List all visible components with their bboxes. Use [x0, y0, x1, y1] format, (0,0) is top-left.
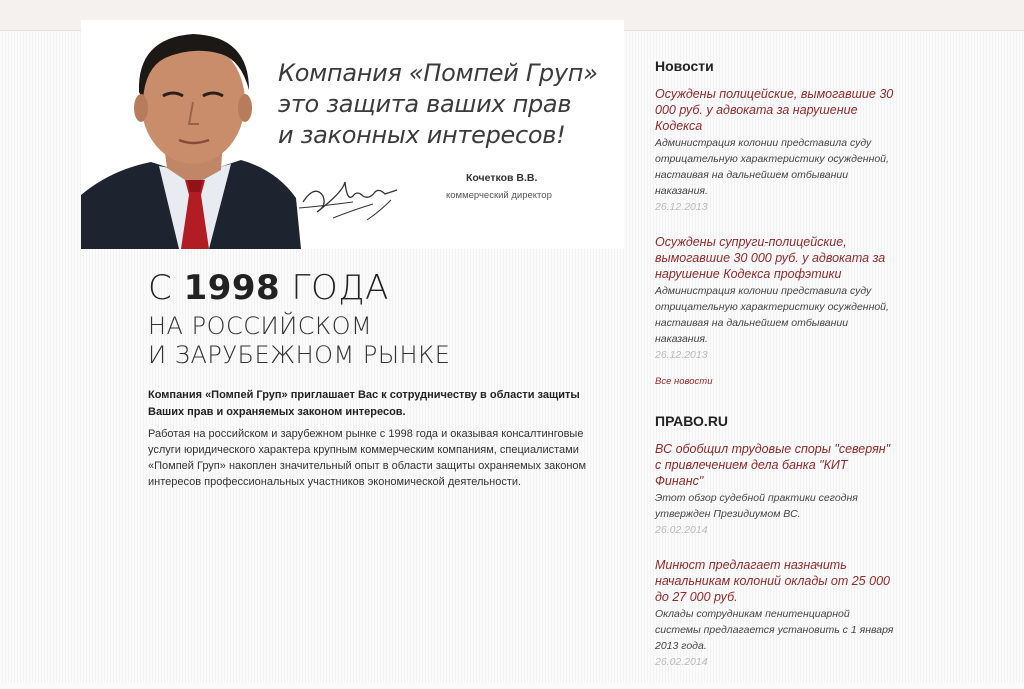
- pravo-item-date: 26.02.2014: [655, 524, 708, 536]
- news-section-title: Новости: [655, 58, 714, 74]
- signer-role: коммерческий директор: [446, 190, 552, 201]
- news-item-desc: Администрация колонии представила суду отрицательную характеристику осужденной, настаивая на дальнейшем отбывании наказания.: [655, 137, 889, 197]
- hero-line-3: И ЗАРУБЕЖНОМ РЫНКЕ: [148, 341, 451, 369]
- pravo-item-title[interactable]: Минюст предлагает назначить начальникам колоний оклады от 25 000 до 27 000 руб.: [655, 558, 890, 604]
- pravo-item-desc: Оклады сотрудникам пенитенциарной системы предлагается установить с 1 января 2013 года.: [655, 608, 894, 652]
- news-item-title[interactable]: Осуждены супруги-полицейские, вымогавшие 30 000 руб. у адвоката за нарушение Кодекса профэтики: [655, 235, 886, 281]
- news-item: [655, 234, 895, 362]
- news-item-date: 26.12.2013: [655, 201, 708, 213]
- pravo-item-date: 26.02.2014: [655, 656, 708, 668]
- signature-image: [293, 162, 403, 232]
- signer-name: Кочетков В.В.: [466, 172, 538, 184]
- banner-quote: [278, 58, 618, 151]
- news-item: [655, 86, 895, 214]
- news-item-date: 26.12.2013: [655, 349, 708, 361]
- quote-line: это защита ваших прав: [278, 90, 572, 118]
- news-item-title[interactable]: Осуждены полицейские, вымогавшие 30 000 руб. у адвоката за нарушение Кодекса: [655, 87, 894, 133]
- news-item-desc: Администрация колонии представила суду отрицательную характеристику осужденной, настаивая на дальнейшем отбывании наказания.: [655, 285, 889, 345]
- quote-line: Компания «Помпей Груп»: [278, 59, 598, 87]
- pravo-item-title[interactable]: ВС обобщил трудовые споры "северян" с привлечением дела банка "КИТ Финанс": [655, 442, 891, 488]
- intro-body: Работая на российском и зарубежном рынке с 1998 года и оказывая консалтинговые услуги юридического характера крупным коммерческим компаниям, специалистами «Помпей Груп» накоплен значительный опыт в области защиты охраняемых законом интересов профессиональных участников экономической деятельности.: [148, 428, 587, 488]
- pravo-section-title: ПРАВО.RU: [655, 413, 729, 429]
- hero-line-1: [148, 268, 618, 308]
- hero-prefix: С: [148, 268, 173, 308]
- hero-banner: [81, 20, 624, 249]
- intro-lead: Компания «Помпей Груп» приглашает Вас к сотрудничеству в области защиты Ваших прав и охраняемых законом интересов.: [148, 389, 580, 418]
- all-news-link[interactable]: Все новости: [655, 376, 713, 387]
- pravo-item: [655, 557, 895, 669]
- hero-heading: [148, 268, 618, 370]
- pravo-item: [655, 441, 895, 537]
- director-photo: [81, 20, 311, 249]
- quote-line: и законных интересов!: [278, 121, 566, 149]
- pravo-item-desc: Этот обзор судебной практики сегодня утвержден Президиумом ВС.: [655, 492, 858, 520]
- hero-line-2: НА РОССИЙСКОМ: [148, 312, 373, 340]
- hero-suffix: ГОДА: [291, 268, 389, 308]
- hero-year: 1998: [183, 268, 281, 308]
- sidebar: [655, 58, 895, 689]
